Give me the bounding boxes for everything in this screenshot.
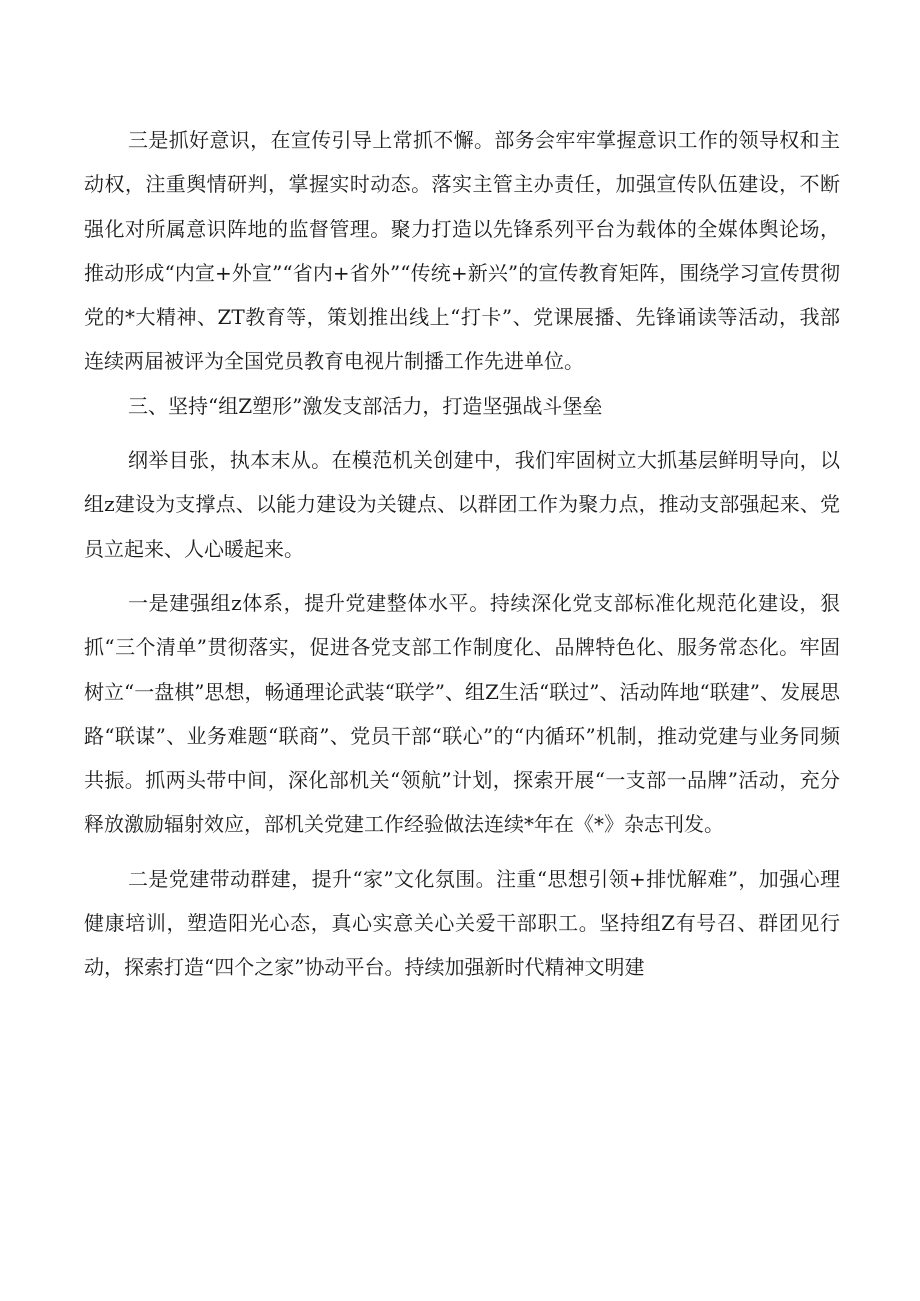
paragraph-intro: 纲举目张，执本末从。在模范机关创建中，我们牢固树立大抓基层鲜明导向，以组z建设为支撑点、以能力建设为关键点、以群团工作为聚力点，推动支部强起来、党员立起来、人心暖起来。 — [84, 448, 840, 561]
paragraph-party-group: 二是党建带动群建，提升“家”文化氛围。注重“思想引领+排忧解难”，加强心理健康培训，塑造阳光心态，真心实意关心关爱干部职工。坚持组Z有号召、群团见行动，探索打造“四个之家”协动平台。持续加强新时代精神文明建 — [84, 866, 840, 980]
paragraph-propaganda: 三是抓好意识，在宣传引导上常抓不懈。部务会牢牢掌握意识工作的领导权和主动权，注重舆情研判，掌握实时动态。落实主管主办责任，加强宣传队伍建设，不断强化对所属意识阵地的监督管理。聚力打造以先锋系列平台为载体的全媒体舆论场，推动形成“内宣+外宣”“省内+省外”“传统+新兴”的宣传教育矩阵，围绕学习宣传贯彻党的*大精神、ZT教育等，策划推出线上“打卡”、党课展播、先锋诵读等活动，我部连续两届被评为全国党员教育电视片制播工作先进单位。 — [84, 128, 840, 374]
paragraph-organization-system: 一是建强组z体系，提升党建整体水平。持续深化党支部标准化规范化建设，狠抓“三个清单”贯彻落实，促进各党支部工作制度化、品牌特色化、服务常态化。牢固树立“一盘棋”思想，畅通理论武装“联学”、组Z生活“联过”、活动阵地“联建”、发展思路“联谋”、业务难题“联商”、党员干部“联心”的“内循环”机制，推动党建与业务同频共振。抓两头带中间，深化部机关“领航”计划，探索开展“一支部一品牌”活动，充分释放激励辐射效应，部机关党建工作经验做法连续*年在《*》杂志刊发。 — [84, 590, 840, 837]
section-heading-three: 三、坚持“组Z塑形”激发支部活力，打造坚强战斗堡垒 — [128, 393, 603, 418]
document-body — [84, 118, 840, 990]
